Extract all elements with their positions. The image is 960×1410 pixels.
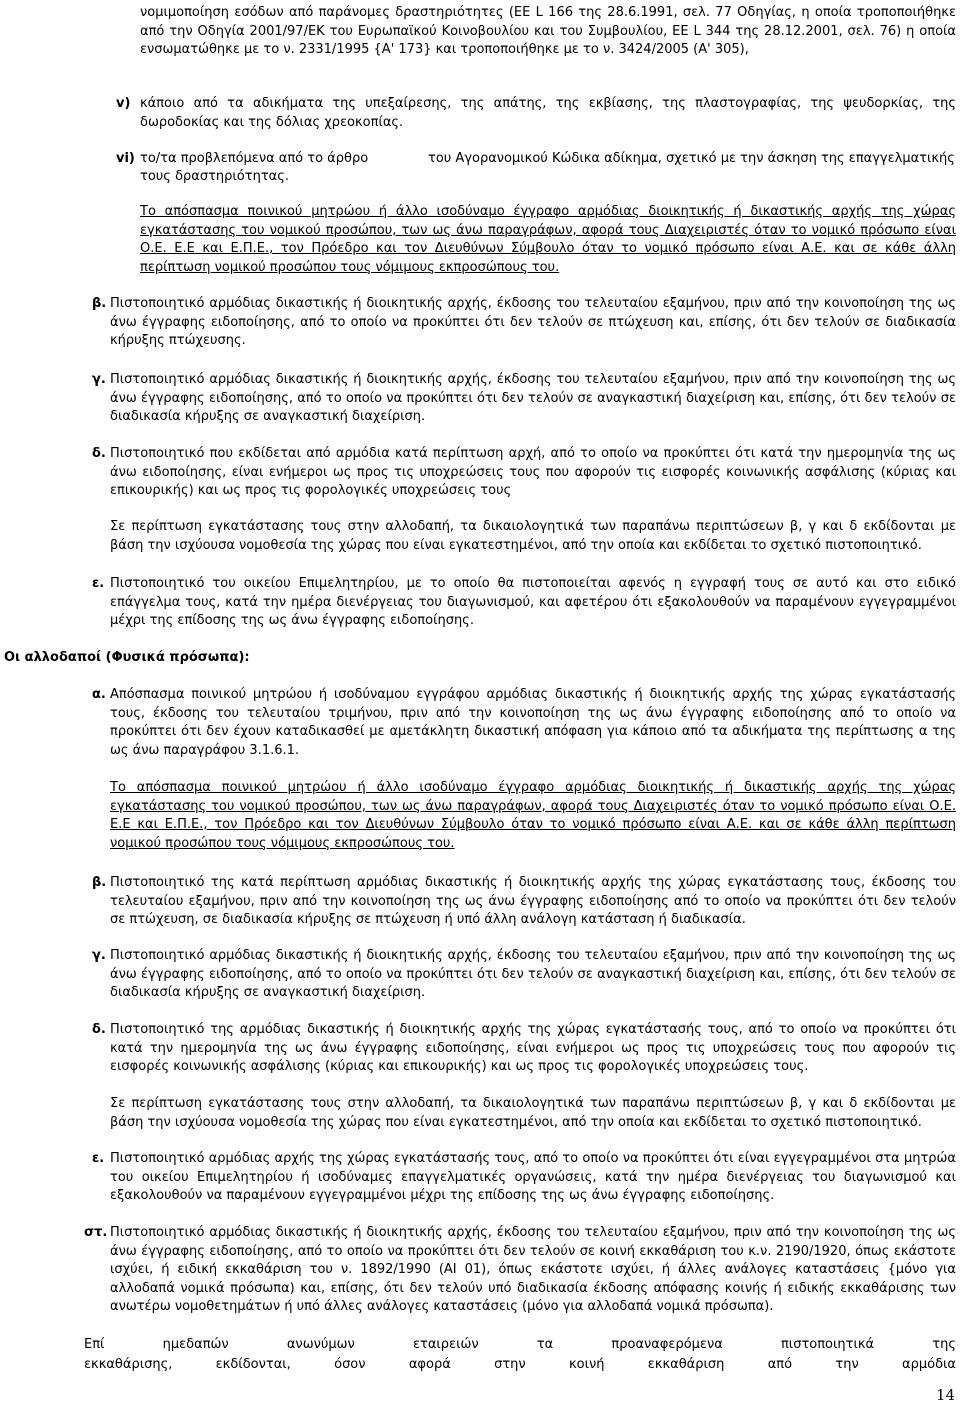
s1-e-text: Πιστοποιητικό του οικείου Επιμελητηρίου, με το οποίο θα πιστοποιείται αφενός η εγγραφή τους σε αυτό και στο ειδικό επάγγελμα τους, κατά την ημέρα διενέργειας του διαγωνισμού, και αφετέρου ότι εξακολουθούν να παραμένουν εγγεγραμμένοι μέχρι της επίδοσης της ως άνω έγγραφης ειδοποίησης.	[110, 576, 956, 628]
closing-line-2: εκκαθάρισης, εκδίδονται, όσον αφορά στην κοινή εκκαθάριση από την αρμόδια	[84, 1357, 956, 1372]
s2-d-text: Πιστοποιητικό της αρμόδιας δικαστικής ή διοικητικής αρχής της χώρας εγκατάστασής τους, από το οποίο να προκύπτει ότι κατά την ημερομηνία της ως άνω έγγραφης ειδοποίησης, είναι ενήμεροι ως προς τις υποχρεώσεις τους που αφορούν τις εισφορές κοινωνικής ασφάλισης (κύριας και επικουρικής) και ως προς τις φορολογικές υποχρεώσεις τους.	[110, 1022, 956, 1074]
s2-a-label: α.	[92, 687, 106, 702]
s2-d-note: Σε περίπτωση εγκατάστασης τους στην αλλοδαπή, τα δικαιολογητικά των παραπάνω περιπτώσεων β, γ και δ εκδίδονται με βάση την ισχύουσα νομοθεσία της χώρας που είναι εγκατεστημένοι, από την οποία και εκδίδεται το σχετικό πιστοποιητικό.	[110, 1096, 956, 1130]
page-number: 14	[936, 1386, 956, 1404]
item-v-label: v)	[116, 96, 131, 111]
s2-b-label: β.	[92, 875, 107, 890]
s2-d-label: δ.	[92, 1022, 106, 1037]
item-vi-column-left-line1: το/τα προβλεπόμενα από το άρθρο	[140, 151, 369, 166]
s1-b-label: β.	[92, 296, 107, 311]
s2-c-label: γ.	[92, 948, 106, 963]
s2-e-text: Πιστοποιητικό αρμόδιας αρχής της χώρας εγκατάστασής τους, από το οποίο να προκύπτει ότι είναι εγγεγραμμένοι στα μητρώα του οικείου Επιμελητηρίου ή ισοδύναμες επαγγελματικές οργανώσεις, κατά την ημέρα διενέργειας του διαγωνισμού και εξακολουθούν να παραμένουν εγγεγραμμένοι μέχρι της επίδοσης της ως άνω έγγραφης ειδοποίησης.	[110, 1151, 956, 1203]
intro-paragraph: νομιμοποίηση εσόδων από παράνομες δραστηριότητες (ΕΕ L 166 της 28.6.1991, σελ. 77 Οδηγίας, η οποία τροποποιήθηκε από την Οδηγία 2001/97/ΕΚ του Ευρωπαϊκού Κοινοβουλίου και του Συμβουλίου, ΕΕ L 344 της 28.12.2001, σελ. 76) η οποία ενσωματώθηκε με το ν. 2331/1995 {Α' 173} και τροποποιήθηκε με το ν. 3424/2005 (Α' 305),	[140, 5, 956, 57]
s2-e-label: ε.	[92, 1151, 105, 1166]
closing-line-1: Επί ημεδαπών ανωνύμων εταιρειών τα προαναφερόμενα πιστοποιητικά της	[84, 1337, 956, 1352]
item-v-text: κάποιο από τα αδικήματα της υπεξαίρεσης, της απάτης, της εκβίασης, της πλαστογραφίας, της ψευδορκίας, της δωροδοκίας και της δόλιας χρεοκοπίας.	[140, 96, 956, 130]
item-vi-column-right: του Αγορανομικού Κώδικα αδίκημα, σχετικό με την άσκηση της επαγγελματικής	[428, 151, 955, 166]
s1-d-label: δ.	[92, 446, 106, 461]
criminal-record-note: Το απόσπασμα ποινικού μητρώου ή άλλο ισοδύναμο έγγραφο αρμόδιας διοικητικής ή δικαστικής αρχής της χώρας εγκατάστασης του νομικού προσώπου, των ως άνω παραγράφων, αφορά τους Διαχειριστές όταν το νομικό πρόσωπο είναι Ο.Ε. Ε.Ε και Ε.Π.Ε., τον Πρόεδρο και τον Διευθύνων Σύμβουλο όταν το νομικό πρόσωπο είναι Α.Ε. και σε κάθε άλλη περίπτωση νομικού προσώπου τους νόμιμους εκπροσώπους του.	[140, 204, 956, 275]
s1-c-text: Πιστοποιητικό αρμόδιας δικαστικής ή διοικητικής αρχής, έκδοσης του τελευταίου εξαμήνου, πριν από την κοινοποίηση της ως άνω έγγραφης ειδοποίησης, από το οποίο να προκύπτει ότι δεν τελούν σε αναγκαστική διαχείριση και, επίσης, ότι δεν τελούν σε διαδικασία κήρυξης σε αναγκαστική διαχείριση.	[110, 372, 956, 424]
s2-st-text: Πιστοποιητικό αρμόδιας δικαστικής ή διοικητικής αρχής, έκδοσης του τελευταίου εξαμήνου, πριν από την κοινοποίηση της ως άνω έγγραφης ειδοποίησης, από το οποίο να προκύπτει ότι δεν τελούν σε κοινή εκκαθάριση του κ.ν. 2190/1920, όπως εκάστοτε ισχύει, ή ειδική εκκαθάριση του ν. 1892/1990 (ΑΙ 01), όπως εκάστοτε ισχύει, ή άλλες ανάλογες καταστάσεις {μόνο για αλλοδαπά νομικά πρόσωπα) και, επίσης, ότι δεν τελούν υπό διαδικασία έκδοσης απόφασης κοινής ή ειδικής εκκαθάρισης των ανωτέρω νομοθετημάτων ή υπό άλλες ανάλογες καταστάσεις (μόνο για αλλοδαπά νομικά πρόσωπα).	[110, 1225, 956, 1314]
item-vi-label: vi)	[116, 151, 135, 166]
s2-a-text: Απόσπασμα ποινικού μητρώου ή ισοδύναμου εγγράφου αρμόδιας δικαστικής ή διοικητικής αρχής της χώρας εγκατάστασής τους, έκδοσης του τελευταίου τριμήνου, πριν από την κοινοποίηση της ως άνω έγγραφης ειδοποίησης από το οποίο να προκύπτει ότι δεν έχουν καταδικασθεί με αμετάκλητη δικαστική απόφαση για κάποιο από τα αδικήματα της περίπτωσης α της ως άνω παραγράφου 3.1.6.1.	[110, 687, 956, 758]
s1-d-text: Πιστοποιητικό που εκδίδεται από αρμόδια κατά περίπτωση αρχή, από το οποίο να προκύπτει ότι κατά την ημερομηνία της ως άνω ειδοποίησης, είναι ενήμεροι ως προς τις υποχρεώσεις τους που αφορούν τις εισφορές κοινωνικής ασφάλισης (κύριας και επικουρικής) και ως προς τις φορολογικές υποχρεώσεις τους	[110, 446, 956, 498]
s1-e-label: ε.	[92, 576, 105, 591]
s2-b-text: Πιστοποιητικό της κατά περίπτωση αρμόδιας δικαστικής ή διοικητικής αρχής της χώρας εγκατάστασης τους, έκδοσης του τελευταίου εξαμήνου, πριν από την κοινοποίηση της ως άνω έγγραφης ειδοποίησης από το οποίο να προκύπτει ότι δεν τελούν σε πτώχευση, σε διαδικασία κήρυξης σε πτώχευση ή υπό άλλη ανάλογη κατάσταση ή διαδικασία.	[110, 875, 956, 927]
item-vi-column-left-line2: τους δραστηριότητας.	[140, 169, 289, 184]
s2-criminal-record-note: Το απόσπασμα ποινικού μητρώου ή άλλο ισοδύναμο έγγραφο αρμόδιας διοικητικής ή δικαστικής αρχής της χώρας εγκατάστασης του νομικού προσώπου, των ως άνω παραγράφων, αφορά τους Διαχειριστές όταν το νομικό πρόσωπο είναι Ο.Ε. Ε.Ε και Ε.Π.Ε., τον Πρόεδρο και τον Διευθύνων Σύμβουλο όταν το νομικό πρόσωπο είναι Α.Ε. και σε κάθε άλλη περίπτωση νομικού προσώπου τους νόμιμους εκπροσώπους του.	[110, 780, 956, 851]
s1-c-label: γ.	[92, 372, 106, 387]
s1-d-note: Σε περίπτωση εγκατάστασης τους στην αλλοδαπή, τα δικαιολογητικά των παραπάνω περιπτώσεων β, γ και δ εκδίδονται με βάση την ισχύουσα νομοθεσία της χώρας που είναι εγκατεστημένοι, από την οποία και εκδίδεται το σχετικό πιστοποιητικό.	[110, 519, 956, 553]
section-heading: Οι αλλοδαποί (Φυσικά πρόσωπα):	[4, 650, 250, 665]
s2-st-label: στ.	[84, 1225, 108, 1240]
s1-b-text: Πιστοποιητικό αρμόδιας δικαστικής ή διοικητικής αρχής, έκδοσης του τελευταίου εξαμήνου, πριν από την κοινοποίηση της ως άνω έγγραφης ειδοποίησης, από το οποίο να προκύπτει ότι δεν τελούν σε πτώχευση και, επίσης, ότι δεν τελούν σε διαδικασία κήρυξης πτώχευσης.	[110, 296, 956, 348]
s2-c-text: Πιστοποιητικό αρμόδιας δικαστικής ή διοικητικής αρχής, έκδοσης του τελευταίου εξαμήνου, πριν από την κοινοποίηση της ως άνω έγγραφης ειδοποίησης, από το οποίο να προκύπτει ότι δεν τελούν σε αναγκαστική διαχείριση και, επίσης, ότι δεν τελούν σε διαδικασία κήρυξης σε αναγκαστική διαχείριση.	[110, 948, 956, 1000]
